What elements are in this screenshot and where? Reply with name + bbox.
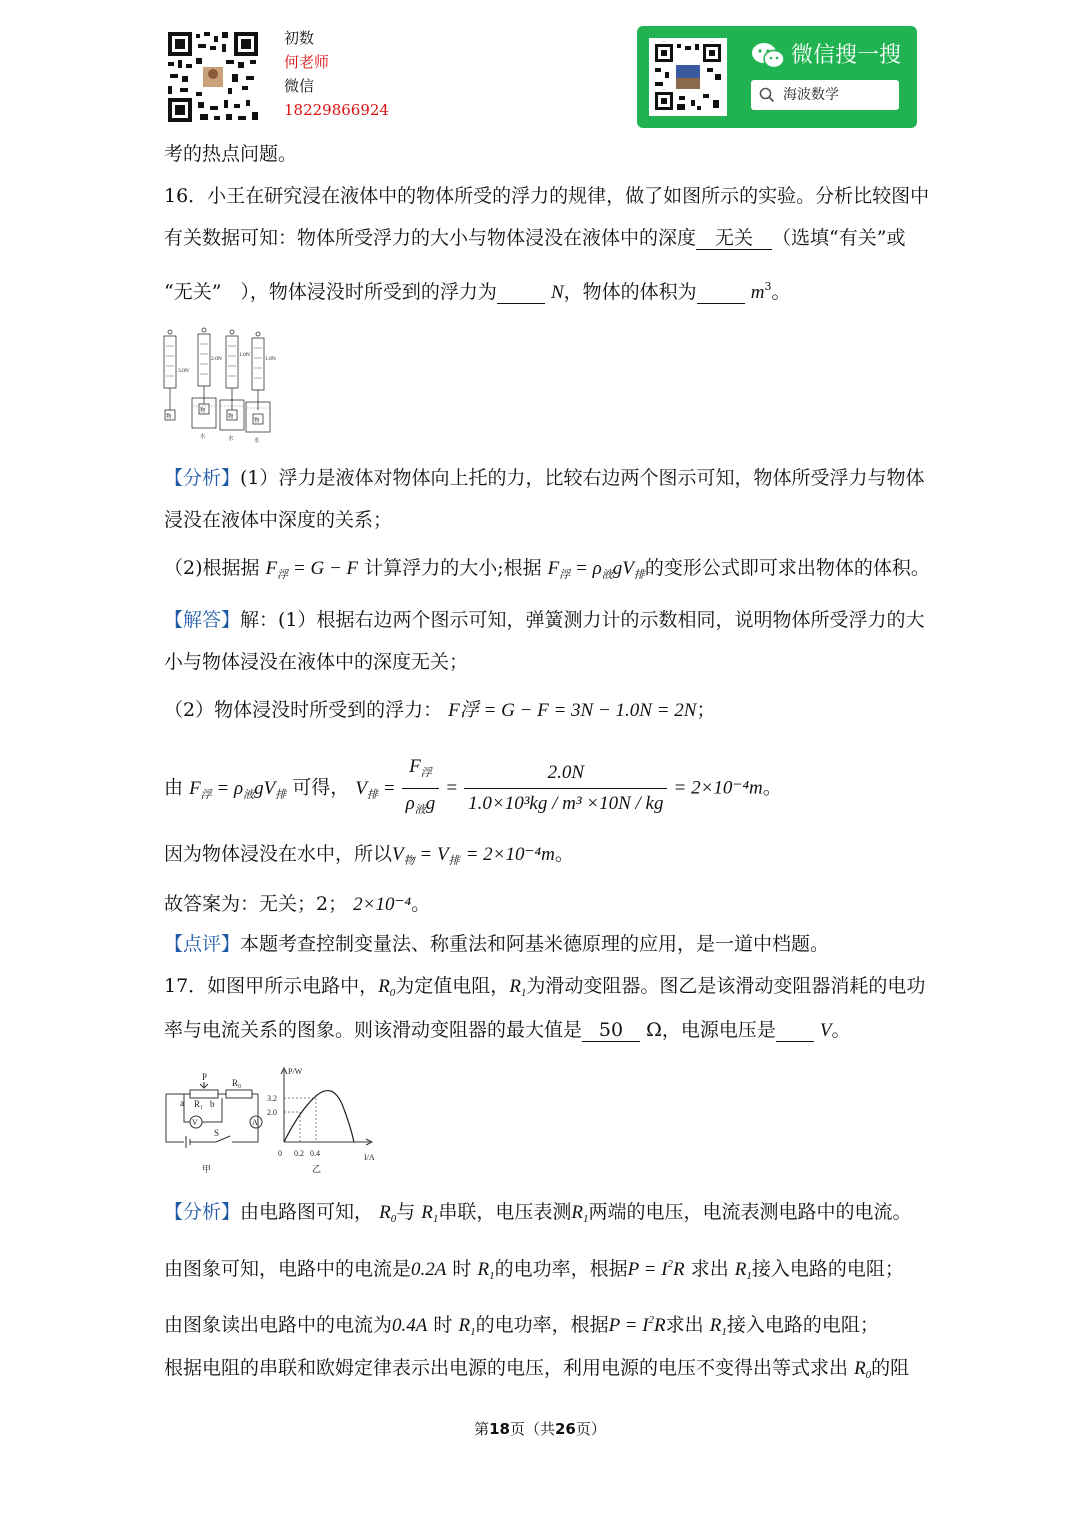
formula-buoyancy-weight: $F_浮 = G - F$: [265, 558, 359, 581]
frac-numerator: 2.0N: [464, 760, 667, 789]
water-label-1: 水: [200, 434, 206, 440]
block-label-1: 物: [166, 414, 172, 420]
a17-an2a: 由图象可知，电路中的电流是: [164, 1258, 412, 1280]
footer-prefix: 第: [474, 1420, 490, 1438]
graph-y-label: P/W: [288, 1067, 303, 1076]
block-label-2: 物: [200, 408, 206, 414]
solution-tag: 【解答】: [164, 609, 241, 631]
q17-l1b: 为定值电阻，: [395, 975, 510, 997]
banner-qr-code: [649, 38, 727, 116]
voltmeter-label: V: [192, 1118, 198, 1127]
graph-caption: 乙: [312, 1164, 322, 1174]
a16-so5b: = 2×10⁻⁴m: [465, 844, 555, 865]
a16-so6c: 。: [411, 893, 431, 915]
scale-reading-3: 1.0N: [239, 352, 250, 358]
a17-an1a: 由电路图可知，: [240, 1201, 374, 1223]
a17-an3e: 求出: [665, 1314, 704, 1336]
q16-blank-2: [497, 281, 545, 304]
q17-l2d: 。: [831, 1019, 851, 1041]
footer-page-number: 18: [489, 1420, 510, 1438]
a16-solution-line-2: 小与物体浸没在液体中的深度无关；: [164, 651, 469, 673]
circuit-label-a: a: [180, 1098, 184, 1108]
header-phone: 18229866924: [284, 101, 389, 119]
q17-l2a: 率与电流关系的图象。则该滑动变阻器的最大值是: [164, 1019, 583, 1041]
a16-solution-line-5: 因为物体浸没在水中，所以$V_物 = V_排 = 2\times 10^{-4}m$。: [164, 843, 574, 867]
footer-total-pages: 26: [555, 1420, 576, 1438]
header-wechat-label: 微信: [284, 77, 315, 95]
q16-blank-3: [697, 281, 745, 304]
header-label-math: 初数: [284, 29, 315, 47]
q17-circuit-figure: [160, 1060, 390, 1180]
a17-an1d: 两端的电压，电流表测电路中的电流。: [588, 1201, 912, 1223]
a16-an3b: 计算浮力的大小;根据: [364, 557, 542, 579]
block-label-4: 物: [254, 418, 260, 424]
a17-an2c: 时: [452, 1258, 472, 1280]
circuit-label-r1: R₁: [194, 1099, 204, 1109]
a17-an2b: 0.2A: [411, 1259, 447, 1280]
comment-tag: 【点评】: [164, 933, 241, 955]
frac-denominator: 1.0×10³kg / m³ ×10N / kg: [468, 793, 664, 814]
a17-analysis-line-4: 根据电阻的串联和欧姆定律表示出电源的电压，利用电源的电压不变得出等式求出 $R_0$的阻: [164, 1357, 910, 1381]
scale-reading-2: 2.0N: [211, 356, 222, 362]
formula-v-numeric: [464, 760, 667, 817]
search-banner-title: 微信搜一搜: [791, 43, 902, 68]
q16-unit-m: m: [750, 282, 765, 303]
intro-tail: 考的热点问题。: [164, 143, 298, 165]
graph-x-label: I/A: [364, 1153, 375, 1162]
circuit-caption: 甲: [202, 1164, 212, 1174]
a16-so4b: 可得，: [292, 776, 350, 799]
a16-so4d: 。: [762, 776, 782, 799]
q16-line-2: [164, 226, 905, 250]
formula-v-symbolic: $\frac{F_浮}{\rho_液g}$: [402, 754, 440, 823]
circuit-label-r0: R₀: [232, 1078, 242, 1088]
a17-an4a: 根据电阻的串联和欧姆定律表示出电源的电压，利用电源的电压不变得出等式求出: [164, 1357, 849, 1379]
a17-an1c: 串联，电压表测: [438, 1201, 572, 1223]
graph-x-tick-04: 0.4: [310, 1149, 320, 1158]
graph-y-tick-32: 3.2: [267, 1094, 277, 1103]
q17-blank-2: [776, 1019, 814, 1042]
scale-reading-4: 1.0N: [265, 356, 276, 362]
a17-an3b: 0.4A: [392, 1315, 428, 1336]
q16-line-3-a: “无关” ），物体浸没时所受到的浮力为: [164, 281, 497, 303]
a16-solution-line-4: 由 $F_浮 = \rho_液gV_排$ 可得， $V_排$ = $\frac{F_浮}{\rho_液g}$ = $\frac{2.0N}{\text{1.0×10³kg / m³ ×10N / kg}}$ = 2×10⁻⁴m。: [164, 754, 782, 823]
search-box[interactable]: [751, 80, 899, 110]
a17-an2d: 的电功率，根据: [494, 1258, 628, 1280]
q17-answer-1: 50: [582, 1019, 640, 1042]
q17-l1c: 为滑动变阻器。图乙是该滑动变阻器消耗的电功: [526, 975, 926, 997]
block-label-3: 物: [228, 414, 234, 420]
footer-suffix: 页）: [575, 1420, 606, 1438]
switch-label: S: [214, 1128, 220, 1138]
a17-an2f: 接入电路的电阻；: [751, 1258, 904, 1280]
a17-analysis-line-3: 由图象读出电路中的电流为0.4A 时 $R_1$的电功率，根据$P = I^2R$求出 $R_1$接入电路的电阻；: [164, 1314, 879, 1338]
a17-an3c: 时: [433, 1314, 453, 1336]
scale-reading-1: 3.0N: [178, 368, 189, 374]
footer-mid: 页（共: [509, 1420, 555, 1438]
a16-analysis-line-2: 浸没在液体中深度的关系；: [164, 509, 393, 531]
q16-line-2-b: （选填“有关”或: [772, 227, 906, 249]
a16-an1: (1）浮力是液体对物体向上托的力，比较右边两个图示可知，物体所受浮力与物体: [240, 467, 925, 489]
a16-solution-line-6: [164, 892, 430, 917]
a17-an1b: 与: [396, 1201, 416, 1223]
a16-so6b: 2×10⁻⁴: [353, 894, 412, 915]
ammeter-label: A: [252, 1118, 258, 1127]
q16-line-2-a: 有关数据可知：物体所受浮力的大小与物体浸没在液体中的深度: [164, 227, 697, 249]
a16-so3c: ；: [696, 699, 716, 721]
q16-spring-scale-figure: [160, 326, 284, 444]
q16-line-3-f: 。: [771, 281, 791, 303]
a16-comment-line: [164, 932, 829, 956]
a16-an3c: 的变形公式即可求出物体的体积。: [644, 557, 930, 579]
a17-an3d: 的电功率，根据: [475, 1314, 609, 1336]
teacher-qr-code: [166, 30, 260, 124]
header-teacher-name: 何老师: [284, 53, 330, 71]
a17-an3f: 接入电路的电阻；: [726, 1314, 879, 1336]
a17-analysis-line-2: 由图象可知，电路中的电流是0.2A 时 $R_1$的电功率，根据$P = I^2R$ 求出 $R_1$接入电路的电阻；: [164, 1258, 904, 1282]
water-label-2: 水: [228, 436, 234, 442]
q16-line-3: [164, 275, 790, 305]
graph-x-tick-02: 0.2: [294, 1149, 304, 1158]
formula-archimedes: $F_浮 = \rho_液gV_排$: [547, 558, 645, 581]
q17-line-2: [164, 1018, 851, 1043]
q16-line-3-c: ，物体的体积为: [563, 281, 697, 303]
formula-archimedes-2: $F_浮 = \rho_液gV_排$: [189, 777, 287, 801]
a16-analysis-line-1: [164, 466, 925, 490]
page-footer: [0, 1418, 1080, 1440]
search-icon: [759, 87, 775, 103]
a17-analysis-line-1: 【分析】由电路图可知， $R_0$与 $R_1$串联，电压表测$R_1$两端的电压，电流表测电路中的电流。: [164, 1201, 912, 1225]
graph-y-tick-20: 2.0: [267, 1108, 277, 1117]
a16-cm: 本题考查控制变量法、称重法和阿基米德原理的应用，是一道中档题。: [240, 933, 830, 955]
formula-v-lhs: $V_排$ =: [355, 777, 396, 801]
a17-an4b: 的阻: [871, 1357, 910, 1379]
a16-an3a: （2)根据据: [164, 557, 260, 579]
q17-l1a: 17．如图甲所示电路中，: [164, 975, 379, 997]
a17-analysis-tag: 【分析】: [164, 1201, 241, 1223]
q17-line-1: 17．如图甲所示电路中，$R_0$为定值电阻，$R_1$为滑动变阻器。图乙是该滑动变阻器消耗的电功: [164, 975, 926, 999]
wechat-icon: [751, 42, 785, 70]
a16-so3b: F浮 = G − F = 3N − 1.0N = 2N: [448, 700, 697, 721]
a16-solution-line-3: [164, 698, 715, 723]
a16-so3a: （2）物体浸没时所受到的浮力：: [164, 699, 443, 721]
a16-analysis-line-3: [164, 556, 930, 587]
circuit-label-p: P: [202, 1072, 208, 1082]
a16-so5c: 。: [554, 843, 574, 865]
a16-so4a: 由: [164, 776, 184, 799]
circuit-label-b: b: [210, 1099, 215, 1109]
a17-an3a: 由图象读出电路中的电流为: [164, 1314, 393, 1336]
q16-answer-1: 无关: [696, 227, 772, 250]
a16-so1: 解：(1）根据右边两个图示可知，弹簧测力计的示数相同，说明物体所受浮力的大: [240, 609, 925, 631]
a16-so5a: 因为物体浸没在水中，所以: [164, 843, 393, 865]
a16-solution-line-1: [164, 608, 925, 632]
a16-so4c: = 2×10⁻⁴m: [673, 777, 763, 799]
wechat-search-banner[interactable]: [637, 26, 917, 128]
search-query: 海波数学: [783, 87, 839, 103]
a17-an2e: 求出: [690, 1258, 729, 1280]
q16-unit-m-exp: 3: [764, 280, 772, 293]
q16-unit-n: N: [550, 282, 564, 303]
water-label-3: 水: [254, 438, 260, 444]
a16-so6a: 故答案为：无关；2；: [164, 893, 348, 915]
graph-x-tick-0: 0: [278, 1149, 282, 1158]
q17-l2b: Ω，电源电压是: [646, 1019, 776, 1041]
analysis-tag: 【分析】: [164, 467, 241, 489]
q17-unit-v: V: [819, 1020, 832, 1041]
q16-line-1: 16．小王在研究浸在液体中的物体所受的浮力的规律，做了如图所示的实验。分析比较图中: [164, 185, 930, 207]
